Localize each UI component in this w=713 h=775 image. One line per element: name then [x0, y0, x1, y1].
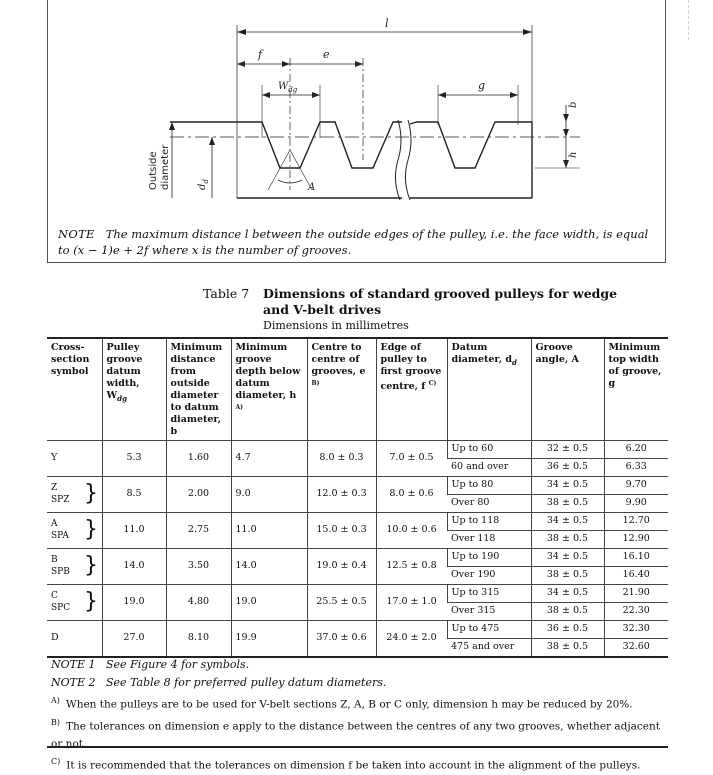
- header-f: Edge of pulley to first groove centre, f $^{C)}$: [376, 338, 447, 440]
- header-g: Minimum top width of groove, g: [604, 338, 668, 440]
- table-number: Table 7: [203, 286, 250, 301]
- cell-datum-2: 475 and over: [447, 638, 531, 657]
- cell-symbol: C SPC }: [51, 589, 98, 614]
- label-outside: Outside: [148, 151, 159, 190]
- cell-datum-1: Up to 315: [447, 584, 531, 602]
- figure-note-text: The maximum distance l between the outside edges of the pulley, i.e. the face width, is equal to (x − 1)e + 2f where x is the number of grooves.: [58, 227, 649, 257]
- cell-datum-1: Up to 60: [447, 440, 531, 458]
- dim-e-arrow: [355, 61, 363, 67]
- cell-f: 8.0 ± 0.6: [376, 476, 447, 512]
- header-dd: Datum diameter, $d_d$: [447, 338, 531, 440]
- dim-f-arrow: [237, 61, 245, 67]
- cell-symbol: D: [51, 632, 59, 643]
- cell-angle-2: 38 ± 0.5: [531, 494, 604, 512]
- cell-f: 10.0 ± 0.6: [376, 512, 447, 548]
- table-row: [47, 476, 668, 494]
- header-h: Minimum groove depth below datum diameter, h $^{A)}$: [231, 338, 307, 440]
- table-row: [47, 548, 668, 566]
- header-cross-section: Cross-section symbol: [51, 342, 90, 377]
- bottom-rule: [47, 746, 668, 748]
- cell-symbol: B SPB }: [51, 553, 98, 578]
- cell-g-2: 6.33: [604, 458, 668, 476]
- table-header-row: [47, 338, 668, 440]
- cell-h: 19.0: [231, 584, 307, 620]
- cell-angle-1: 34 ± 0.5: [531, 476, 604, 494]
- cell-angle-2: 36 ± 0.5: [531, 458, 604, 476]
- footnote-a: $^{A)}$ When the pulleys are to be used for V-belt sections Z, A, B or C only, dimension h may be reduced by 20%.: [51, 696, 633, 711]
- cell-g-1: 21.90: [604, 584, 668, 602]
- pulley-groove-diagram: [0, 0, 713, 222]
- cell-angle-2: 38 ± 0.5: [531, 638, 604, 657]
- cell-angle-2: 38 ± 0.5: [531, 566, 604, 584]
- dim-l-arrow-right: [523, 29, 532, 35]
- table-row: [47, 512, 668, 530]
- cell-g-1: 9.70: [604, 476, 668, 494]
- label-diameter: diameter: [160, 144, 171, 190]
- pulley-profile-right: [410, 122, 532, 168]
- cell-wdg: 8.5: [102, 476, 166, 512]
- edge-mark: [688, 0, 690, 40]
- header-angle: Groove angle, A: [531, 338, 604, 440]
- label-wdg: $W_{dg}$: [278, 81, 298, 94]
- figure-note-label: NOTE: [58, 227, 95, 241]
- cell-angle-2: 38 ± 0.5: [531, 530, 604, 548]
- cell-h: 14.0: [231, 548, 307, 584]
- label-f: f: [258, 48, 263, 61]
- cell-f: 17.0 ± 1.0: [376, 584, 447, 620]
- cell-h: 9.0: [231, 476, 307, 512]
- cell-e: 37.0 ± 0.6: [307, 620, 376, 657]
- table-notes: [51, 656, 666, 775]
- cell-b: 8.10: [166, 620, 231, 657]
- figure-note: [58, 226, 658, 258]
- cell-datum-1: Up to 80: [447, 476, 531, 494]
- cell-angle-1: 32 ± 0.5: [531, 440, 604, 458]
- cell-datum-2: 60 and over: [447, 458, 531, 476]
- dim-l-arrow-left: [237, 29, 246, 35]
- cell-g-1: 12.70: [604, 512, 668, 530]
- footnote-c: $^{C)}$ It is recommended that the tolerances on dimension f be taken into account in the alignment of the pulleys.: [51, 757, 641, 772]
- label-h: h: [568, 151, 579, 158]
- header-wdg: Pulley groove datum width, $W_{dg}$: [102, 338, 166, 440]
- table-units: Dimensions in millimetres: [263, 319, 409, 332]
- break-line-1: [395, 120, 401, 200]
- cell-symbol: Y: [51, 452, 58, 463]
- cell-b: 2.00: [166, 476, 231, 512]
- cell-e: 19.0 ± 0.4: [307, 548, 376, 584]
- cell-f: 12.5 ± 0.8: [376, 548, 447, 584]
- pulley-profile-left: [170, 122, 402, 168]
- cell-g-2: 32.60: [604, 638, 668, 657]
- note-2: NOTE 2 See Table 8 for preferred pulley datum diameters.: [51, 676, 387, 689]
- table-row: [47, 584, 668, 602]
- cell-datum-2: Over 118: [447, 530, 531, 548]
- cell-angle-1: 34 ± 0.5: [531, 548, 604, 566]
- header-b: Minimum distance from outside diameter to datum diameter, b: [166, 338, 231, 440]
- cell-wdg: 27.0: [102, 620, 166, 657]
- cell-datum-2: Over 190: [447, 566, 531, 584]
- cell-g-2: 22.30: [604, 602, 668, 620]
- label-e: e: [323, 48, 330, 61]
- cell-h: 4.7: [231, 440, 307, 476]
- table-title: Dimensions of standard grooved pulleys for wedge and V-belt drives: [263, 286, 618, 317]
- cell-f: 7.0 ± 0.5: [376, 440, 447, 476]
- dimensions-table: [47, 337, 668, 658]
- cell-h: 19.9: [231, 620, 307, 657]
- label-dd: $d_d$: [197, 179, 210, 190]
- dim-mid-arrow: [282, 61, 290, 67]
- cell-g-2: 16.40: [604, 566, 668, 584]
- label-b: b: [568, 101, 579, 108]
- note-1: NOTE 1 See Figure 4 for symbols.: [51, 658, 250, 671]
- cell-angle-1: 34 ± 0.5: [531, 584, 604, 602]
- cell-angle-1: 36 ± 0.5: [531, 620, 604, 638]
- cell-datum-1: Up to 475: [447, 620, 531, 638]
- cell-g-1: 32.30: [604, 620, 668, 638]
- label-angle: A: [308, 182, 316, 193]
- cell-wdg: 19.0: [102, 584, 166, 620]
- table-row: [47, 440, 668, 458]
- cell-e: 12.0 ± 0.3: [307, 476, 376, 512]
- cell-f: 24.0 ± 2.0: [376, 620, 447, 657]
- label-g: g: [478, 79, 486, 92]
- cell-b: 4.80: [166, 584, 231, 620]
- cell-g-2: 12.90: [604, 530, 668, 548]
- cell-datum-2: Over 315: [447, 602, 531, 620]
- cell-datum-1: Up to 118: [447, 512, 531, 530]
- cell-h: 11.0: [231, 512, 307, 548]
- cell-e: 25.5 ± 0.5: [307, 584, 376, 620]
- cell-datum-1: Up to 190: [447, 548, 531, 566]
- cell-angle-1: 34 ± 0.5: [531, 512, 604, 530]
- cell-symbol: Z SPZ }: [51, 481, 98, 506]
- cell-wdg: 14.0: [102, 548, 166, 584]
- header-e: Centre to centre of grooves, e $^{B)}$: [307, 338, 376, 440]
- break-line-2: [405, 120, 411, 200]
- cell-e: 8.0 ± 0.3: [307, 440, 376, 476]
- cell-symbol: A SPA }: [51, 517, 98, 542]
- cell-g-1: 16.10: [604, 548, 668, 566]
- cell-b: 2.75: [166, 512, 231, 548]
- label-l: l: [385, 17, 389, 30]
- cell-e: 15.0 ± 0.3: [307, 512, 376, 548]
- table-row: [47, 620, 668, 638]
- cell-wdg: 11.0: [102, 512, 166, 548]
- cell-angle-2: 38 ± 0.5: [531, 602, 604, 620]
- cell-b: 1.60: [166, 440, 231, 476]
- footnote-b: $^{B)}$ The tolerances on dimension e apply to the distance between the centres of any two grooves, whether adjacent or not.: [51, 717, 660, 750]
- cell-g-1: 6.20: [604, 440, 668, 458]
- cell-datum-2: Over 80: [447, 494, 531, 512]
- cell-b: 3.50: [166, 548, 231, 584]
- cell-wdg: 5.3: [102, 440, 166, 476]
- cell-g-2: 9.90: [604, 494, 668, 512]
